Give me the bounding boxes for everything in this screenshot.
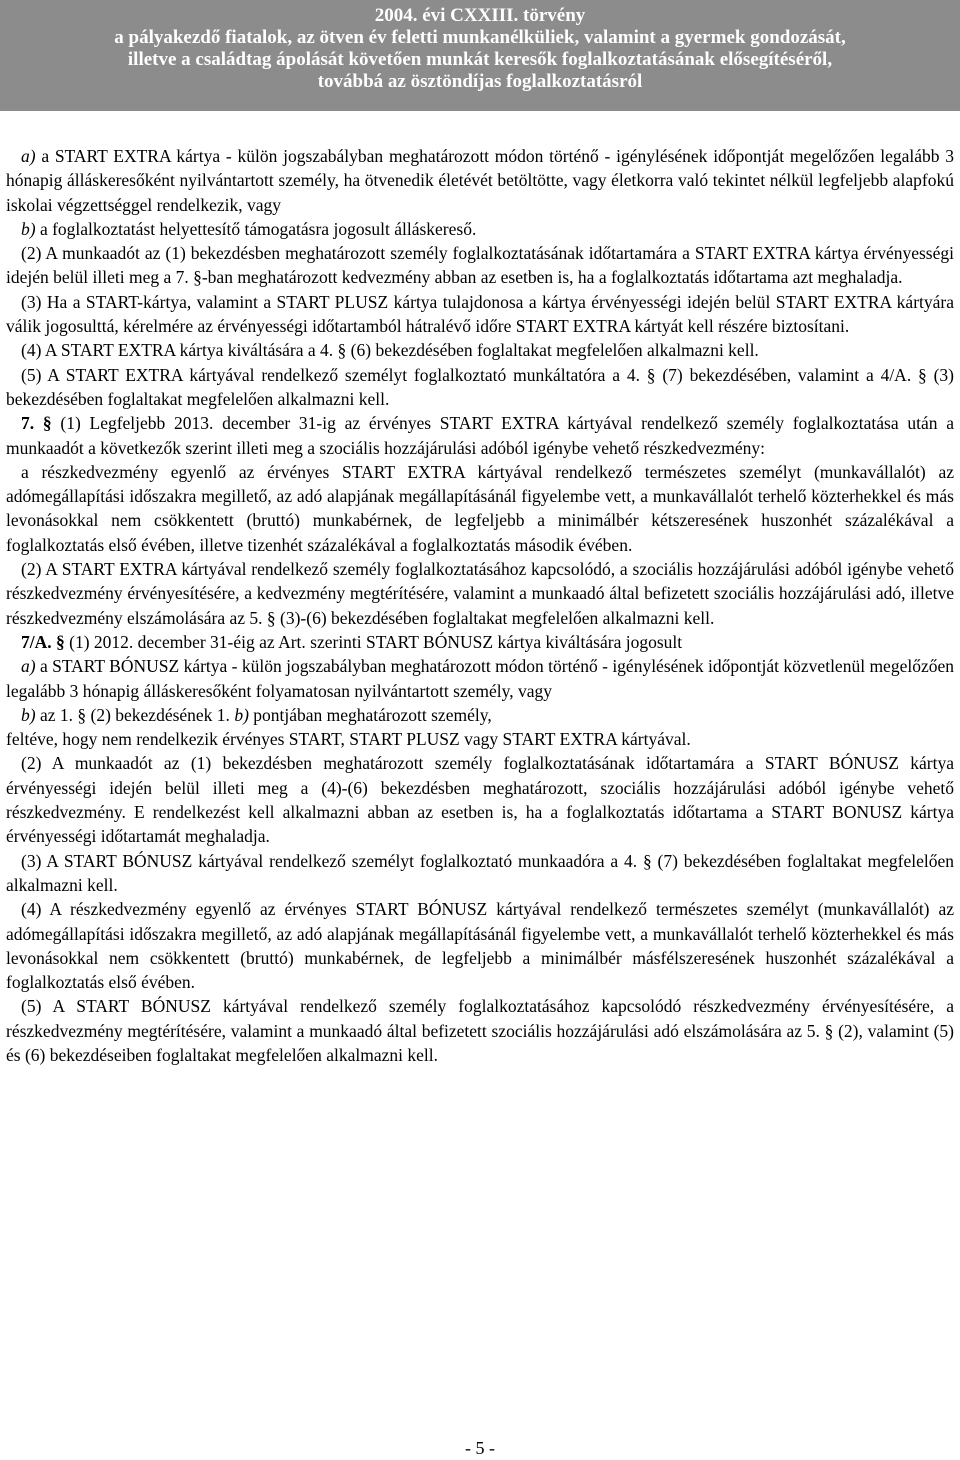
paragraph: a részkedvezmény egyenlő az érvényes START EXTRA kártyával rendelkező természetes személyt (munkavállalót) az adómegállapítási időszakra megillető, az adó alapjának megállapításánál figyelembe vett, a munkavállalót terhelő közterhekkel és más levonásokkal nem csökkentett (bruttó) munkabérnek, de legfeljebb a minimálbér kétszeresének huszonhét százalékával a foglalkoztatás első évében, illetve tizenhét százalékával a foglalkoztatás második évében.: [6, 461, 954, 555]
law-subtitle-line-3: továbbá az ösztöndíjas foglalkoztatásról: [317, 71, 643, 92]
paragraph-point-b: [6, 217, 954, 241]
paragraph-point-a: [6, 144, 954, 217]
paragraph-point-a: [6, 654, 954, 703]
law-subtitle-line-2: illetve a családtag ápolását követően munkát keresők foglalkoztatásának elősegítéséről,: [127, 49, 833, 70]
paragraph: (5) A START EXTRA kártyával rendelkező személyt foglalkoztató munkáltatóra a 4. § (7) bekezdésében, valamint a 4/A. § (3) bekezdésében foglaltakat megfelelően alkalmazni kell.: [6, 364, 954, 409]
point-label: a): [21, 146, 36, 166]
paragraph: (2) A munkaadót az (1) bekezdésben meghatározott személy foglalkoztatásának időtartamára a START BÓNUSZ kártya érvényességi idején belül illeti meg a (4)-(6) bekezdésben meghatározott, szociális hozzájárulási adóból igénybe vehető részkedvezmény. E rendelkezést kell alkalmazni abban az esetben is, ha a foglalkoztatás időtartama a START BONUSZ kártya érvényességi időtartamát meghaladja.: [6, 753, 954, 847]
paragraph-text: az 1. § (2) bekezdésének 1.: [35, 704, 235, 725]
paragraph: (3) A START BÓNUSZ kártyával rendelkező személyt foglalkoztató munkaadóra a 4. § (7) bekezdésében foglaltakat megfelelően alkalmazni kell.: [6, 850, 954, 895]
paragraph-text: (1) Legfeljebb 2013. december 31-ig az érvényes START EXTRA kártyával rendelkező személy foglalkoztatása után a munkaadót a következők szerint illeti meg a szociális hozzájárulási adóból igénybe vehető részkedvezmény:: [6, 413, 954, 458]
paragraph: feltéve, hogy nem rendelkezik érvényes START, START PLUSZ vagy START EXTRA kártyával.: [6, 729, 691, 750]
paragraph-text: a START EXTRA kártya - külön jogszabályban meghatározott módon történő - igénylésének időpontját megelőzően legalább 3 hónapig álláskeresőként nyilvántartott személy, ha ötvenedik életévét betöltötte, vagy életkorra való tekintet nélkül legfeljebb alapfokú iskolai végzettséggel rendelkezik, vagy: [6, 146, 954, 215]
page-number: - 5 -: [465, 1438, 495, 1458]
point-label: a): [21, 656, 36, 677]
paragraph-text: a START BÓNUSZ kártya - külön jogszabályban meghatározott módon történő - igénylésének időpontját közvetlenül megelőzően legalább 3 hónapig álláskeresőként folyamatosan nyilvántartott személy, vagy: [6, 656, 954, 701]
paragraph: (2) A START EXTRA kártyával rendelkező személy foglalkoztatásához kapcsolódó, a szociális hozzájárulási adóból igénybe vehető részkedvezmény érvényesítésére, a kedvezmény megtérítésére, valamint a munkaadó által befizetett szociális hozzájárulási adó, illetve részkedvezmény elszámolására az 5. § (3)-(6) bekezdésében foglaltakat megfelelően alkalmazni kell.: [6, 559, 954, 628]
paragraph: (2) A munkaadót az (1) bekezdésben meghatározott személy foglalkoztatásának időtartamára a START EXTRA kártya érvényességi idején belül illeti meg a 7. §-ban meghatározott kedvezmény abban az esetben is, ha a foglalkoztatás időtartama azt meghaladja.: [6, 243, 954, 288]
paragraph-text: pontjában meghatározott személy,: [248, 704, 492, 725]
section-paragraph: [6, 411, 954, 460]
document-header: [0, 0, 960, 111]
paragraph: (4) A START EXTRA kártya kiváltására a 4. § (6) bekezdésében foglaltakat megfelelően alkalmazni kell.: [21, 340, 759, 361]
point-label: b): [21, 704, 36, 725]
law-title: 2004. évi CXXIII. törvény: [374, 5, 586, 26]
section-number: 7. §: [21, 413, 52, 434]
paragraph-text: (1) 2012. december 31-éig az Art. szerinti START BÓNUSZ kártya kiváltására jogosult: [64, 631, 683, 652]
section-number: 7/A. §: [21, 631, 65, 652]
paragraph: (5) A START BÓNUSZ kártyával rendelkező személy foglalkoztatásához kapcsolódó részkedvezmény érvényesítésére, a részkedvezmény megtérítésére, valamint a munkaadó által befizetett szociális hozzájárulási adó elszámolására az 5. § (2), valamint (5) és (6) bekezdéseiben foglaltakat megfelelően alkalmazni kell.: [6, 996, 954, 1065]
paragraph: (4) A részkedvezmény egyenlő az érvényes START BÓNUSZ kártyával rendelkező természetes személyt (munkavállalót) az adómegállapítási időszakra megillető, az adó alapjának megállapításánál figyelembe vett, a munkavállalót terhelő közterhekkel és más levonásokkal nem csökkentett (bruttó) munkabérnek, de legfeljebb a minimálbér másfélszeresének huszonhét százalékával a foglalkoztatás első évében.: [6, 899, 954, 993]
paragraph-text: a foglalkoztatást helyettesítő támogatásra jogosult álláskereső.: [35, 218, 477, 239]
point-label: b): [21, 218, 36, 239]
paragraph: (3) Ha a START-kártya, valamint a START PLUSZ kártya tulajdonosa a kártya érvényességi idején belül START EXTRA kártyára válik jogosulttá, kérelmére az érvényességi időtartamból hátralévő időre START EXTRA kártyát kell részére biztosítani.: [6, 291, 954, 337]
law-subtitle-line-1: a pályakezdő fiatalok, az ötven év feletti munkanélküliek, valamint a gyermek gondozását,: [114, 27, 846, 48]
document-body: [6, 144, 954, 1067]
paragraph-point-b: [6, 703, 954, 727]
point-label: b): [234, 704, 249, 725]
section-paragraph: [6, 630, 954, 654]
